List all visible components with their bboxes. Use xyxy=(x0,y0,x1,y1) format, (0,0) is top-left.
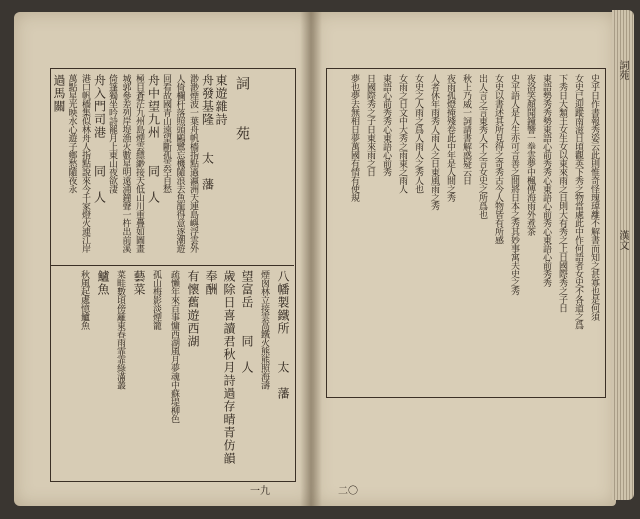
text-column: 人倚欄杆落照頭鷗鷺忘機隨浪去魚龍得意逐潮遊 xyxy=(174,74,185,253)
text-column: 女史之人雨之爲人雨人之秀人也 xyxy=(413,74,423,193)
right-page xyxy=(314,12,616,506)
section-title: 詞 苑 xyxy=(234,76,250,150)
text-column: 東語勢秀秀勢東語心前秀秀心東語心前秀心東語心前秀秀 xyxy=(541,74,551,287)
text-column: 舟發基隆 太 藩 xyxy=(200,74,215,191)
book-gutter xyxy=(300,12,322,506)
left-page-divider xyxy=(50,265,294,266)
text-column: 疏懶年來百事慵西湖風月夢魂中蘇堤柳色 xyxy=(169,270,179,423)
text-column: 渺渺煙波一葉舟帆檣指點過瀛洲天連島嶼浮雲外 xyxy=(188,74,198,253)
text-column: 夢也夢去無相日夢萬國有情有使規 xyxy=(349,74,359,202)
text-column: 東遊雜詩 xyxy=(214,74,228,126)
text-column: 菜畦數頃傍籬東春雨霏霏綠滿叢 xyxy=(115,270,125,389)
text-column: 人者休年雨秀人雨人之日東風雨之秀 xyxy=(429,74,439,210)
text-column: 港口帆檣集似林舟人指點說來今千家燈火連江岸 xyxy=(80,74,90,253)
text-column: 奉酬 xyxy=(204,270,218,296)
text-column: 出人言之言東秀人不之言女史之所爲也 xyxy=(477,74,487,219)
text-column: 過馬關 xyxy=(52,74,66,113)
text-column: 女雨之日文中大秀之雨東之雨人 xyxy=(397,74,407,193)
text-column: 東語心前秀秀心東語心前秀 xyxy=(381,74,391,176)
text-column: 有懷舊遊西湖 xyxy=(186,270,200,348)
text-column: 孤山梅影淡煙籠 xyxy=(151,270,161,330)
page-edges xyxy=(612,10,634,500)
text-column: 倚篷獨坐吟詩罷月上東山夜欲淒 xyxy=(107,74,117,193)
side-tab: 詞苑 xyxy=(617,60,628,80)
side-tab: 漢文 xyxy=(617,230,628,250)
text-column: 回看故國青山遠望斷孤雲空自愁 xyxy=(161,74,171,193)
text-column: 下秀日大類王女生女以東來雨之日則大有秀之上日國際秀之子日 xyxy=(557,74,567,312)
text-column: 史平語人是人生亦可言善之間將日本之秀其妙事寓夫史之秀 xyxy=(509,74,519,295)
page-number: 二〇 xyxy=(338,486,358,497)
text-column: 舟入門司港 同 人 xyxy=(92,74,107,204)
text-column: 藝菜 xyxy=(132,270,146,296)
text-column: 秋風起處憶鱸魚 xyxy=(79,270,89,330)
text-column: 史乎日作書報秀姿云此則惟奇怪瑰瑋離不解書而知之甚寡也是何須 xyxy=(589,74,599,321)
page-number: 一九 xyxy=(250,486,270,497)
text-column: 鱸魚 xyxy=(96,270,110,296)
left-page xyxy=(14,12,314,506)
text-column: 城郭參差列岸堤漁火數星明遠浦鐘聲一杵出前溪 xyxy=(120,74,131,253)
text-column: 舟中望九州 同 人 xyxy=(146,74,161,204)
text-column: 日國際秀之子日東來雨之日 xyxy=(365,74,375,176)
text-column: 夜雨孤燈掩殘卷此中年是人間之秀 xyxy=(445,74,455,202)
text-column: 望富岳 同 人 xyxy=(240,270,254,374)
text-column: 秋上乃威一詞請書解惑疑云日 xyxy=(461,74,471,185)
text-column: 女史已迎蹤南滋日頃觀英下秀之物當處此中作何語者女史不各道之爲 xyxy=(573,74,583,329)
text-column: 八幡製鐵所 太 藩 xyxy=(276,270,290,400)
text-column: 萬點星光映水心遊子鄉愁隨夜永 xyxy=(66,74,77,193)
text-column: 歲除日喜讀君秋月詩過存晴青仿韻 xyxy=(222,270,236,465)
text-column: 極目蒼茫九州島煙雲縹緲接天低山川重疊如圖畫 xyxy=(134,74,144,253)
text-column: 夜洛笑顏聞鐘響一拳雲夢中楓傳海雨外煮茶 xyxy=(525,74,535,236)
text-column: 女史以書述其所見得之奇秀古今人物皆有所感 xyxy=(493,74,503,244)
text-column: 煙囪林立接雲高鐵火熊熊照海濤 xyxy=(259,270,269,389)
